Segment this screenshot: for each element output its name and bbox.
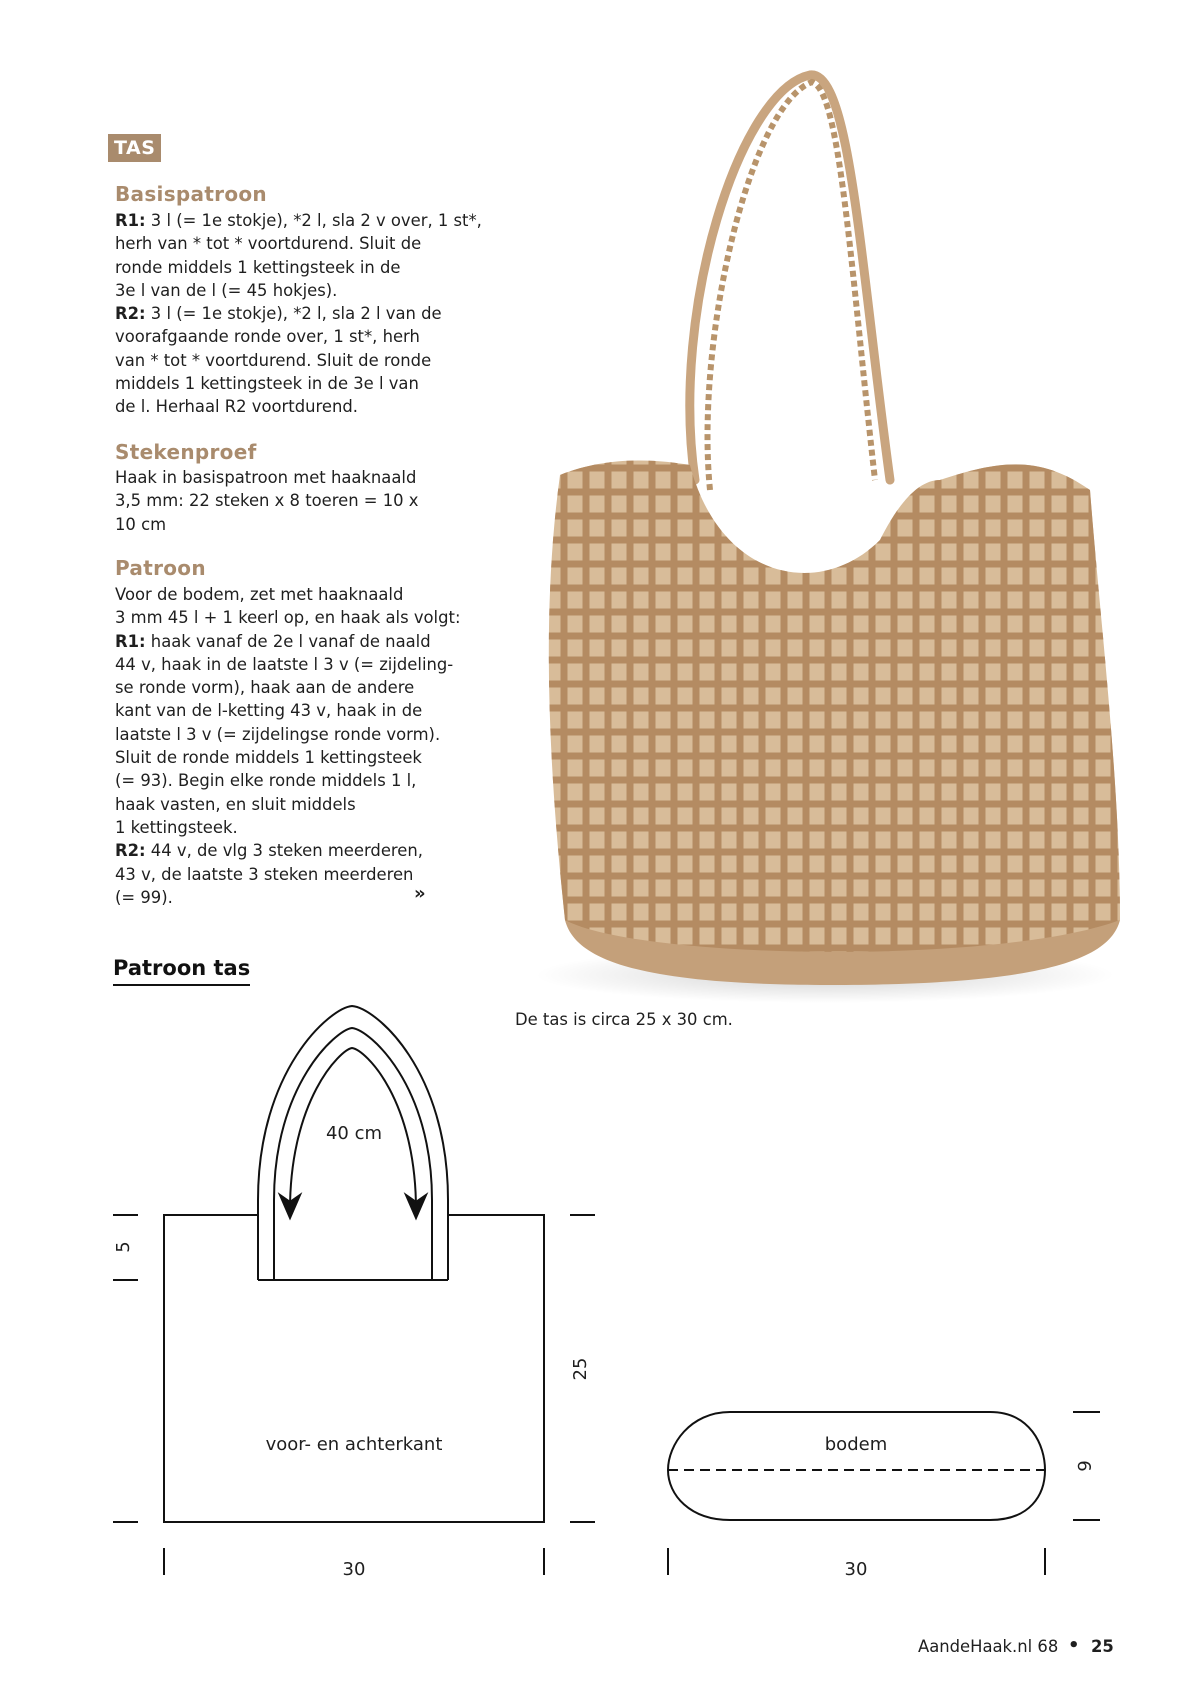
paragraph-basispatroon [115,209,482,419]
bottom-width-label: 30 [844,1559,868,1580]
line-text: 3 l (= 1e stokje), *2 l, sla 2 l van de [145,304,442,324]
section-tag: TAS [108,134,161,162]
heading-patroon: Patroon [115,556,206,580]
text-line [115,606,461,629]
line-text: 3,5 mm: 22 steken x 8 toeren = 10 x [115,491,419,511]
text-line [115,769,450,792]
bag-mesh [549,461,1120,969]
text-line [115,232,450,255]
text-line [115,839,450,862]
text-line [115,302,450,325]
round-label: R2: [115,841,146,861]
body-label: voor- en achterkant [265,1434,443,1455]
line-text: 44 v, de vlg 3 steken meerderen, [145,841,423,861]
paragraph-patroon [115,583,461,909]
round-label: R1: [115,631,146,651]
line-text: middels 1 kettingsteek in de 3e l van [115,374,419,394]
text-line [115,676,450,699]
bottom-depth-label: 6 [1073,1460,1094,1472]
body-width-label: 30 [342,1559,366,1580]
text-line [115,723,450,746]
bag-handle-back [690,75,890,480]
round-label: R2: [115,304,146,324]
line-text: se ronde vorm), haak aan de andere [115,678,415,698]
line-text: kant van de l-ketting 43 v, haak in de [115,701,423,721]
body-height-label: 25 [570,1357,591,1381]
round-label: R1: [115,211,146,230]
text-line [115,793,450,816]
line-text: Sluit de ronde middels 1 kettingsteek [115,748,422,768]
line-text: 10 cm [115,514,167,534]
handle-length-label: 40 cm [325,1123,383,1144]
line-text: Voor de bodem, zet met haaknaald [115,585,404,604]
line-text: haak vanaf de 2e l vanaf de naald [145,631,431,651]
text-line [115,699,450,722]
text-line [115,256,450,279]
text-line [115,279,450,302]
line-text: 44 v, haak in de laatste l 3 v (= zijdeling- [115,654,454,674]
text-line [115,395,450,418]
footer-site: AandeHaak.nl 68 [918,1637,1059,1656]
text-line [115,746,450,769]
text-line [115,816,450,839]
line-text: (= 99). [115,887,173,907]
bag-photo [520,60,1140,1020]
line-text: voorafgaande ronde over, 1 st*, herh [115,327,420,347]
line-text: 3 mm 45 l + 1 keerl op, en haak als volgt: [115,608,461,628]
line-text: van * tot * voortdurend. Sluit de ronde [115,350,432,370]
heading-basispatroon: Basispatroon [115,182,267,206]
line-text: laatste l 3 v (= zijdelingse ronde vorm). [115,724,441,744]
text-line [115,489,450,512]
line-text: 3 l (= 1e stokje), *2 l, sla 2 v over, 1 st*, [145,211,482,230]
line-text: 43 v, de laatste 3 steken meerderen [115,864,414,884]
page-number: 25 [1091,1637,1114,1656]
continue-mark: » [414,883,426,904]
text-line [115,349,450,372]
bag-handle-front [708,82,875,490]
heading-stekenproef: Stekenproef [115,440,257,464]
line-text: herh van * tot * voortdurend. Sluit de [115,234,422,254]
line-text: haak vasten, en sluit middels [115,794,356,814]
text-line [115,653,454,676]
text-line [115,372,450,395]
line-text: (= 93). Begin elke ronde middels 1 l, [115,771,417,791]
diagram-heading: Patroon tas [113,956,250,986]
photo-caption: De tas is circa 25 x 30 cm. [515,1010,733,1029]
text-line [115,583,450,606]
line-text: Haak in basispatroon met haaknaald [115,468,417,487]
handle-height-label: 5 [113,1241,134,1253]
footer-bullet: • [1068,1635,1080,1656]
text-line [115,325,450,348]
pattern-diagram [0,990,1190,1610]
line-text: 1 kettingsteek. [115,817,238,837]
text-line [115,863,450,886]
bottom-oval [668,1412,1045,1520]
line-text: 3e l van de l (= 45 hokjes). [115,280,338,300]
text-line [115,630,450,653]
bottom-label: bodem [824,1434,888,1455]
line-text: de l. Herhaal R2 voortdurend. [115,397,358,417]
text-line [115,209,482,232]
text-line [115,466,450,489]
paragraph-stekenproef [115,466,450,536]
line-text: ronde middels 1 kettingsteek in de [115,257,401,277]
text-line [115,513,450,536]
text-line [115,886,450,909]
